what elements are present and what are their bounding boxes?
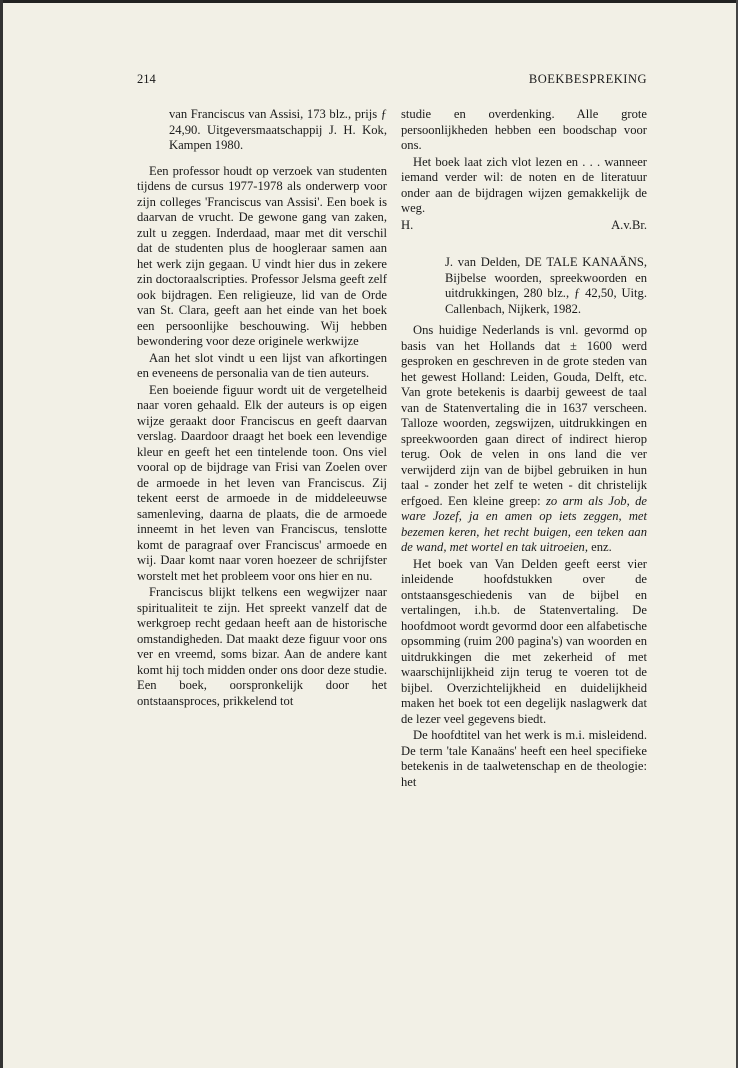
left-column (137, 107, 387, 710)
paragraph: Aan het slot vindt u een lijst van afkortingen en eveneens de personalia van de tien auteurs. (137, 350, 387, 380)
paragraph: studie en overdenking. Alle grote persoonlijkheden hebben een boodschap voor ons. (401, 107, 647, 152)
signature-author: A.v.Br. (611, 217, 647, 232)
paragraph: Een professor houdt op verzoek van studenten tijdens de cursus 1977-1978 als onderwerp voor zijn colleges 'Franciscus van Assisi'. Een boek is daarvan de vrucht. De gewone gang van zaken, zult u zeggen. Inderdaad, maar met dit verschil dat de studenten plus de hoogleraar samen aan het werk zijn gegaan. U vindt hier dus in zekere zin doctoraalscripties. Professor Jelsma geeft zelf ook bijdragen. Een religieuze, lid van de Orde van St. Clara, geeft aan het einde van het boek een persoonlijke beschouwing. Wij hebben bewondering voor deze originele werkwijze (137, 163, 387, 348)
paragraph: Het boek laat zich vlot lezen en . . . wanneer iemand verder wil: de noten en de literatuur onder aan de bijdragen wijzen gemakkelijk de weg. (401, 154, 647, 215)
book-reference: J. van Delden, DE TALE KANAÄNS, Bijbelse woorden, spreekwoorden en uitdrukkingen, 280 blz., ƒ 42,50, Uitg. Callenbach, Nijkerk, 1982. (445, 255, 647, 316)
paragraph: Franciscus blijkt telkens een wegwijzer naar spiritualiteit te zijn. Het spreekt vanzelf dat de werkgroep recht gedaan heeft aan de historische omstandigheden. Dat maakt deze figuur voor ons ver en vreemd, soms bizar. Aan de andere kant komt hij toch midden onder ons door deze studie. Een boek, oorspronkelijk door het ontstaansproces, prikkelend tot (137, 585, 387, 708)
review-signature (401, 218, 647, 234)
italic-examples: zo arm als Job, de ware Jozef, ja en amen op iets zeggen, met bezemen keren, het recht buigen, een teken aan de wand, met wortel en tak uitroeien, (401, 493, 647, 554)
paragraph: De hoofdtitel van het werk is m.i. misleidend. De term 'tale Kanaäns' heeft een heel specifieke betekenis in de taalwetenschap en de theologie: het (401, 728, 647, 789)
paragraph-text: Ons huidige Nederlands is vnl. gevormd op basis van het Hollands dat ± 1600 werd gesproken en geschreven in de grote steden van het gewest Holland: Leiden, Gouda, Delft, etc. Van grote betekenis is daarbij geweest de taal van de Statenvertaling die in 1637 verscheen. Talloze woorden, zegswijzen, uitdrukkingen en spreekwoorden gaan direct of indirect hierop terug. Ook de velen in ons land die ver verwijderd zijn van de bijbel gebruiken in hun taal - zonder het zelf te weten - dit christelijk erfgoed. Een kleine greep: (401, 323, 647, 508)
scan-edge-top (0, 0, 738, 3)
scan-edge-left (0, 0, 3, 1068)
signature-initial: H. (401, 217, 414, 232)
paragraph: Een boeiende figuur wordt uit de vergetelheid naar voren gehaald. Elk der auteurs is op eigen wijze geraakt door Franciscus en geeft daarvan verslag. Daardoor draagt het boek een levendige kleur en geeft het een tintelende toon. Ons viel vooral op de bijdrage van Frisi van Zoelen over de armoede in het leven van Franciscus. Zij tekent eerst de armoede in de middeleeuwse samenleving, daarna de plaats, die de armoede inneemt in het leven van Franciscus, tenslotte komt de paragraaf over Franciscus' armoede en wij. Daar komt naar voren hoezeer de schrijfster worstelt met het probleem voor ons hier en nu. (137, 382, 387, 583)
page-number: 214 (137, 72, 156, 86)
paragraph: Het boek van Van Delden geeft eerst vier inleidende hoofdstukken over de ontstaansgeschiedenis van de bijbel en vertalingen, i.h.b. de Statenvertaling. De hoofdmoot wordt gevormd door een alfabetische opsomming (ruim 200 pagina's) van woorden en uitdrukkingen die met zekerheid of met waarschijnlijkheid zijn terug te voeren tot de bijbel. Overzichtelijkheid en duidelijkheid maken het boek tot een degelijk naslagwerk dat de lezer veel gegevens biedt. (401, 556, 647, 726)
running-head: BOEKBESPREKING (528, 72, 647, 86)
paragraph-text: enz. (588, 540, 612, 554)
paragraph (401, 323, 647, 556)
page-header (137, 72, 647, 90)
right-column (401, 107, 647, 791)
book-reference: van Franciscus van Assisi, 173 blz., prijs ƒ 24,90. Uitgeversmaatschappij J. H. Kok, Kampen 1980. (169, 107, 387, 152)
